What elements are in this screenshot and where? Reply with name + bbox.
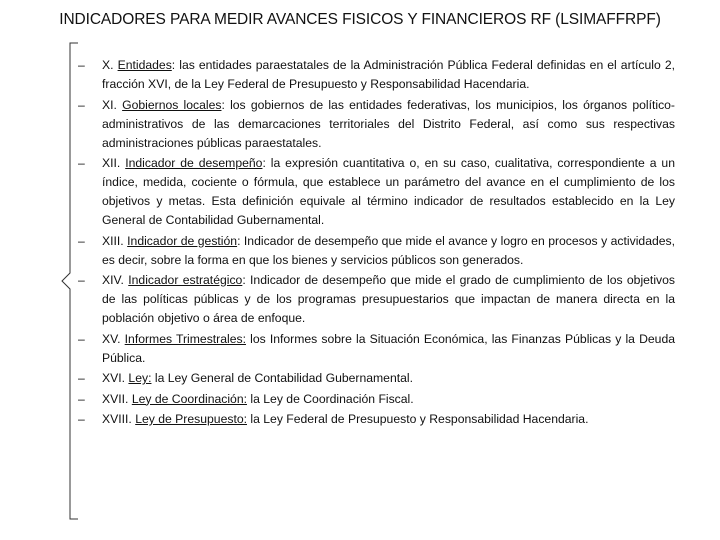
item-term: Entidades (117, 58, 172, 72)
item-definition: : Indicador de desempeño que mide el avance y logro en procesos y actividades, es decir, sobre la forma en que los bienes y servicios públicos son generados. (102, 233, 676, 267)
item-term: Ley: (128, 371, 152, 385)
item-definition: la Ley General de Contabilidad Gubernamental. (151, 371, 413, 385)
bullet-dash: – (78, 273, 85, 287)
item-number: XVII. (102, 391, 129, 406)
item-number: XVI. (102, 371, 126, 385)
item-definition: : la expresión cuantitativa o, en su caso, cualitativa, correspondiente a un índice, medida, cociente o fórmula, que establece un parámetro del avance en el cumplimiento de los objetivos y metas. Esta definición equivale al término indicador de resultados establecido en la Ley General de Contabilidad Gubernamental. (102, 156, 675, 227)
item-term: Indicador estratégico (128, 273, 243, 287)
list-item (72, 369, 675, 388)
item-term: Gobiernos locales (122, 97, 222, 112)
item-definition: la Ley de Coordinación Fiscal. (247, 391, 414, 406)
bullet-dash: – (78, 331, 85, 346)
bullet-dash: – (78, 58, 85, 72)
list-item (72, 56, 675, 94)
item-definition: : los gobiernos de las entidades federativas, los municipios, los órganos político-administrativos de las demarcaciones territoriales del Distrito Federal, así como sus respectivas administraciones públicas paraestatales. (102, 97, 675, 150)
item-term: Ley de Presupuesto: (135, 412, 247, 426)
item-number: XI. (102, 97, 117, 112)
bullet-dash: – (78, 156, 85, 170)
item-number: X. (102, 58, 114, 72)
item-number: XII. (102, 156, 121, 170)
bullet-dash: – (78, 371, 85, 385)
item-definition: los Informes sobre la Situación Económica, las Finanzas Públicas y la Deuda Pública. (102, 331, 675, 365)
item-term: Informes Trimestrales: (124, 331, 246, 346)
bullet-dash: – (78, 233, 85, 248)
item-definition: : las entidades paraestatales de la Administración Pública Federal definidas en el artículo 2, fracción XVI, de la Ley Federal de Presupuesto y Responsabilidad Hacendaria. (102, 58, 675, 91)
item-term: Indicador de gestión (127, 233, 238, 248)
list-item (72, 96, 675, 153)
item-definition: la Ley Federal de Presupuesto y Responsabilidad Hacendaria. (247, 412, 589, 426)
item-number: XIV. (102, 273, 124, 287)
item-definition: : Indicador de desempeño que mide el grado de cumplimiento de los objetivos de las políticas públicas y de los programas presupuestarios que impactan de manera directa en la población objetivo o área de enfoque. (102, 273, 675, 325)
list-item (72, 390, 675, 409)
bullet-dash: – (78, 412, 85, 426)
list-item (72, 154, 675, 230)
bullet-dash: – (78, 391, 85, 406)
bullet-dash: – (78, 97, 85, 112)
list-item (72, 410, 675, 429)
item-term: Indicador de desempeño (125, 156, 263, 170)
list-item (72, 271, 675, 328)
page-title: INDICADORES PARA MEDIR AVANCES FISICOS Y FINANCIEROS RF (LSIMAFFRPF) (59, 11, 661, 28)
list-item (72, 330, 675, 368)
definitions-list (72, 56, 675, 431)
item-number: XIII. (102, 233, 124, 248)
list-item (72, 232, 675, 270)
item-number: XV. (102, 331, 121, 346)
item-number: XVIII. (102, 412, 132, 426)
item-term: Ley de Coordinación: (131, 391, 247, 406)
